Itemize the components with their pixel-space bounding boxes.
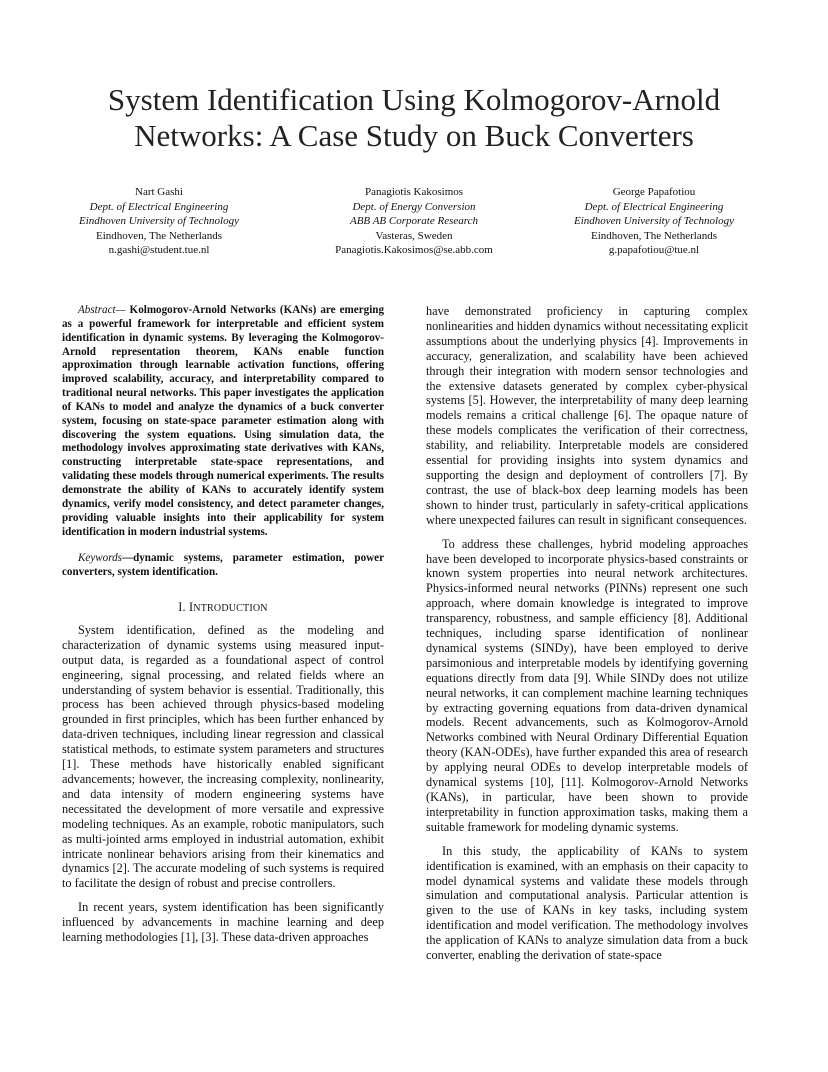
paragraph-right-3: In this study, the applicability of KANs to system identification is examined, with an emphasis on their capacity to model dynamical systems and validate these models through simulation and computational analysis. Particular attention is given to the use of KANs in key tasks, including system identification and model verification. The methodology involves the application of KANs to analyze simulation data from a buck converter, enabling the derivation of state-space — [426, 843, 748, 963]
section-number: I. — [178, 600, 190, 615]
author-dept: Dept. of Electrical Engineering — [584, 200, 724, 213]
author-institution: Eindhoven University of Technology — [574, 215, 734, 227]
author-email: n.gashi@student.tue.nl — [108, 244, 210, 256]
section-initial: I — [189, 600, 194, 615]
author-dept: Dept. of Electrical Engineering — [89, 200, 229, 213]
abstract — [62, 304, 384, 539]
section-heading-introduction — [62, 600, 384, 617]
author-location: Eindhoven, The Netherlands — [96, 229, 222, 242]
title-line-2: Networks: A Case Study on Buck Converters — [134, 118, 694, 153]
author-block-2 — [289, 185, 539, 258]
author-location: Eindhoven, The Netherlands — [591, 229, 717, 242]
author-email: Panagiotis.Kakosimos@se.abb.com — [335, 244, 493, 256]
paragraph-right-2: To address these challenges, hybrid modeling approaches have been developed to incorporate physics-based constraints or known system properties into neural network architectures. Physics-informed neural networks (PINNs) represent one such approach, where domain knowledge is integrated to improve transparency, robustness, and sample efficiency [8]. Additional techniques, including sparse identification of nonlinear dynamical systems (SINDy), have been employed to derive parsimonious and interpretable models by identifying governing equations directly from data [9]. While SINDy does not utilize neural networks, it can complement machine learning techniques by extracting governing equations from data-driven dynamical models. Recent advancements, such as Kolmogorov-Arnold Networks combined with Neural Ordinary Differential Equation theory (KAN-ODEs), have further expanded this area of research by applying neural ODEs to develop interpretable models of dynamical systems [10], [11]. Kolmogorov-Arnold Networks (KANs), in particular, have been shown to provide interpretability in function approximation tasks, making them a suitable framework for modeling dynamic systems. — [426, 536, 748, 834]
paper-title — [60, 82, 768, 154]
paragraph-left-1: System identification, defined as the modeling and characterization of dynamic systems using measured input-output data, is regarded as a foundational aspect of control engineering, signal processing, and related fields where an understanding of system behavior is essential. Traditionally, this process has been achieved through physics-based modeling grounded in first principles, which has been further enhanced by data-driven techniques, including linear regression and classical statistical methods, to estimate system parameters and structures [1]. These methods have historically enabled significant advancements; however, the increasing complexity, nonlinearity, and data intensity of modern engineering systems have necessitated the development of more versatile and expressive modeling techniques. As an example, robotic manipulators, such as multi-jointed arms employed in industrial automation, exhibit intricate nonlinear behaviors arising from their kinematics and dynamics [2]. The accurate modeling of such systems is required to facilitate the design of robust and precise controllers. — [62, 622, 384, 891]
keywords-text: —dynamic systems, parameter estimation, power converters, system identification. — [62, 552, 384, 579]
title-line-1: System Identification Using Kolmogorov-Arnold — [107, 82, 721, 117]
author-institution: ABB AB Corporate Research — [349, 215, 478, 227]
author-block-1 — [34, 185, 284, 258]
left-column — [62, 304, 384, 945]
author-institution: Eindhoven University of Technology — [79, 215, 239, 227]
author-location: Vasteras, Sweden — [375, 229, 453, 242]
author-dept: Dept. of Energy Conversion — [352, 200, 476, 213]
author-email: g.papafotiou@tue.nl — [608, 244, 700, 256]
paragraph-right-1: have demonstrated proficiency in capturing complex nonlinearities and hidden dynamics without necessitating explicit assumptions about the underlying physics [4]. Improvements in accuracy, generalization, and scalability have been achieved through their integration with modern sensor technologies and the extensive datasets generated by complex cyber-physical systems [5]. However, the interpretability of many deep learning models remains a critical challenge [6]. The opaque nature of these models complicates the verification of their correctness, stability, and reliability. Interpretable models are considered essential for providing insights into system dynamics and supporting the design and deployment of controllers [7]. By contrast, the use of black-box deep learning models has been shown to hinder trust, particularly in safety-critical applications where unexpected failures can result in significant consequences. — [426, 304, 748, 527]
keywords-label: Keywords — [78, 552, 122, 565]
abstract-label: Abstract— — [78, 304, 126, 316]
author-block-3 — [529, 185, 779, 258]
author-name: Panagiotis Kakosimos — [364, 186, 464, 198]
keywords — [62, 552, 384, 580]
author-name: George Papafotiou — [612, 186, 696, 198]
right-column — [426, 304, 748, 963]
section-title-rest: NTRODUCTION — [193, 603, 268, 615]
author-name: Nart Gashi — [135, 186, 183, 198]
abstract-text: Kolmogorov-Arnold Networks (KANs) are emerging as a powerful framework for interpretable and efficient system identification in dynamic systems. By leveraging the Kolmogorov-Arnold representation theorem, KANs enable function approximation through learnable activation functions, offering improved scalability, accuracy, and interpretability compared to traditional neural networks. This paper investigates the application of KANs to model and analyze the dynamics of a buck converter system, focusing on state-space parameter estimation along with discovering the system equations. Using simulation data, the methodology involves approximating state derivatives with KANs, constructing interpretable state-space representations, and validating these models through numerical experiments. The results demonstrate the ability of KANs to accurately identify system dynamics, verify model consistency, and detect parameter changes, providing valuable insights into their applicability for system identification in modern industrial systems. — [62, 304, 384, 538]
paragraph-left-2: In recent years, system identification has been significantly influenced by advancements in machine learning and deep learning methodologies [1], [3]. These data-driven approaches — [62, 900, 384, 945]
